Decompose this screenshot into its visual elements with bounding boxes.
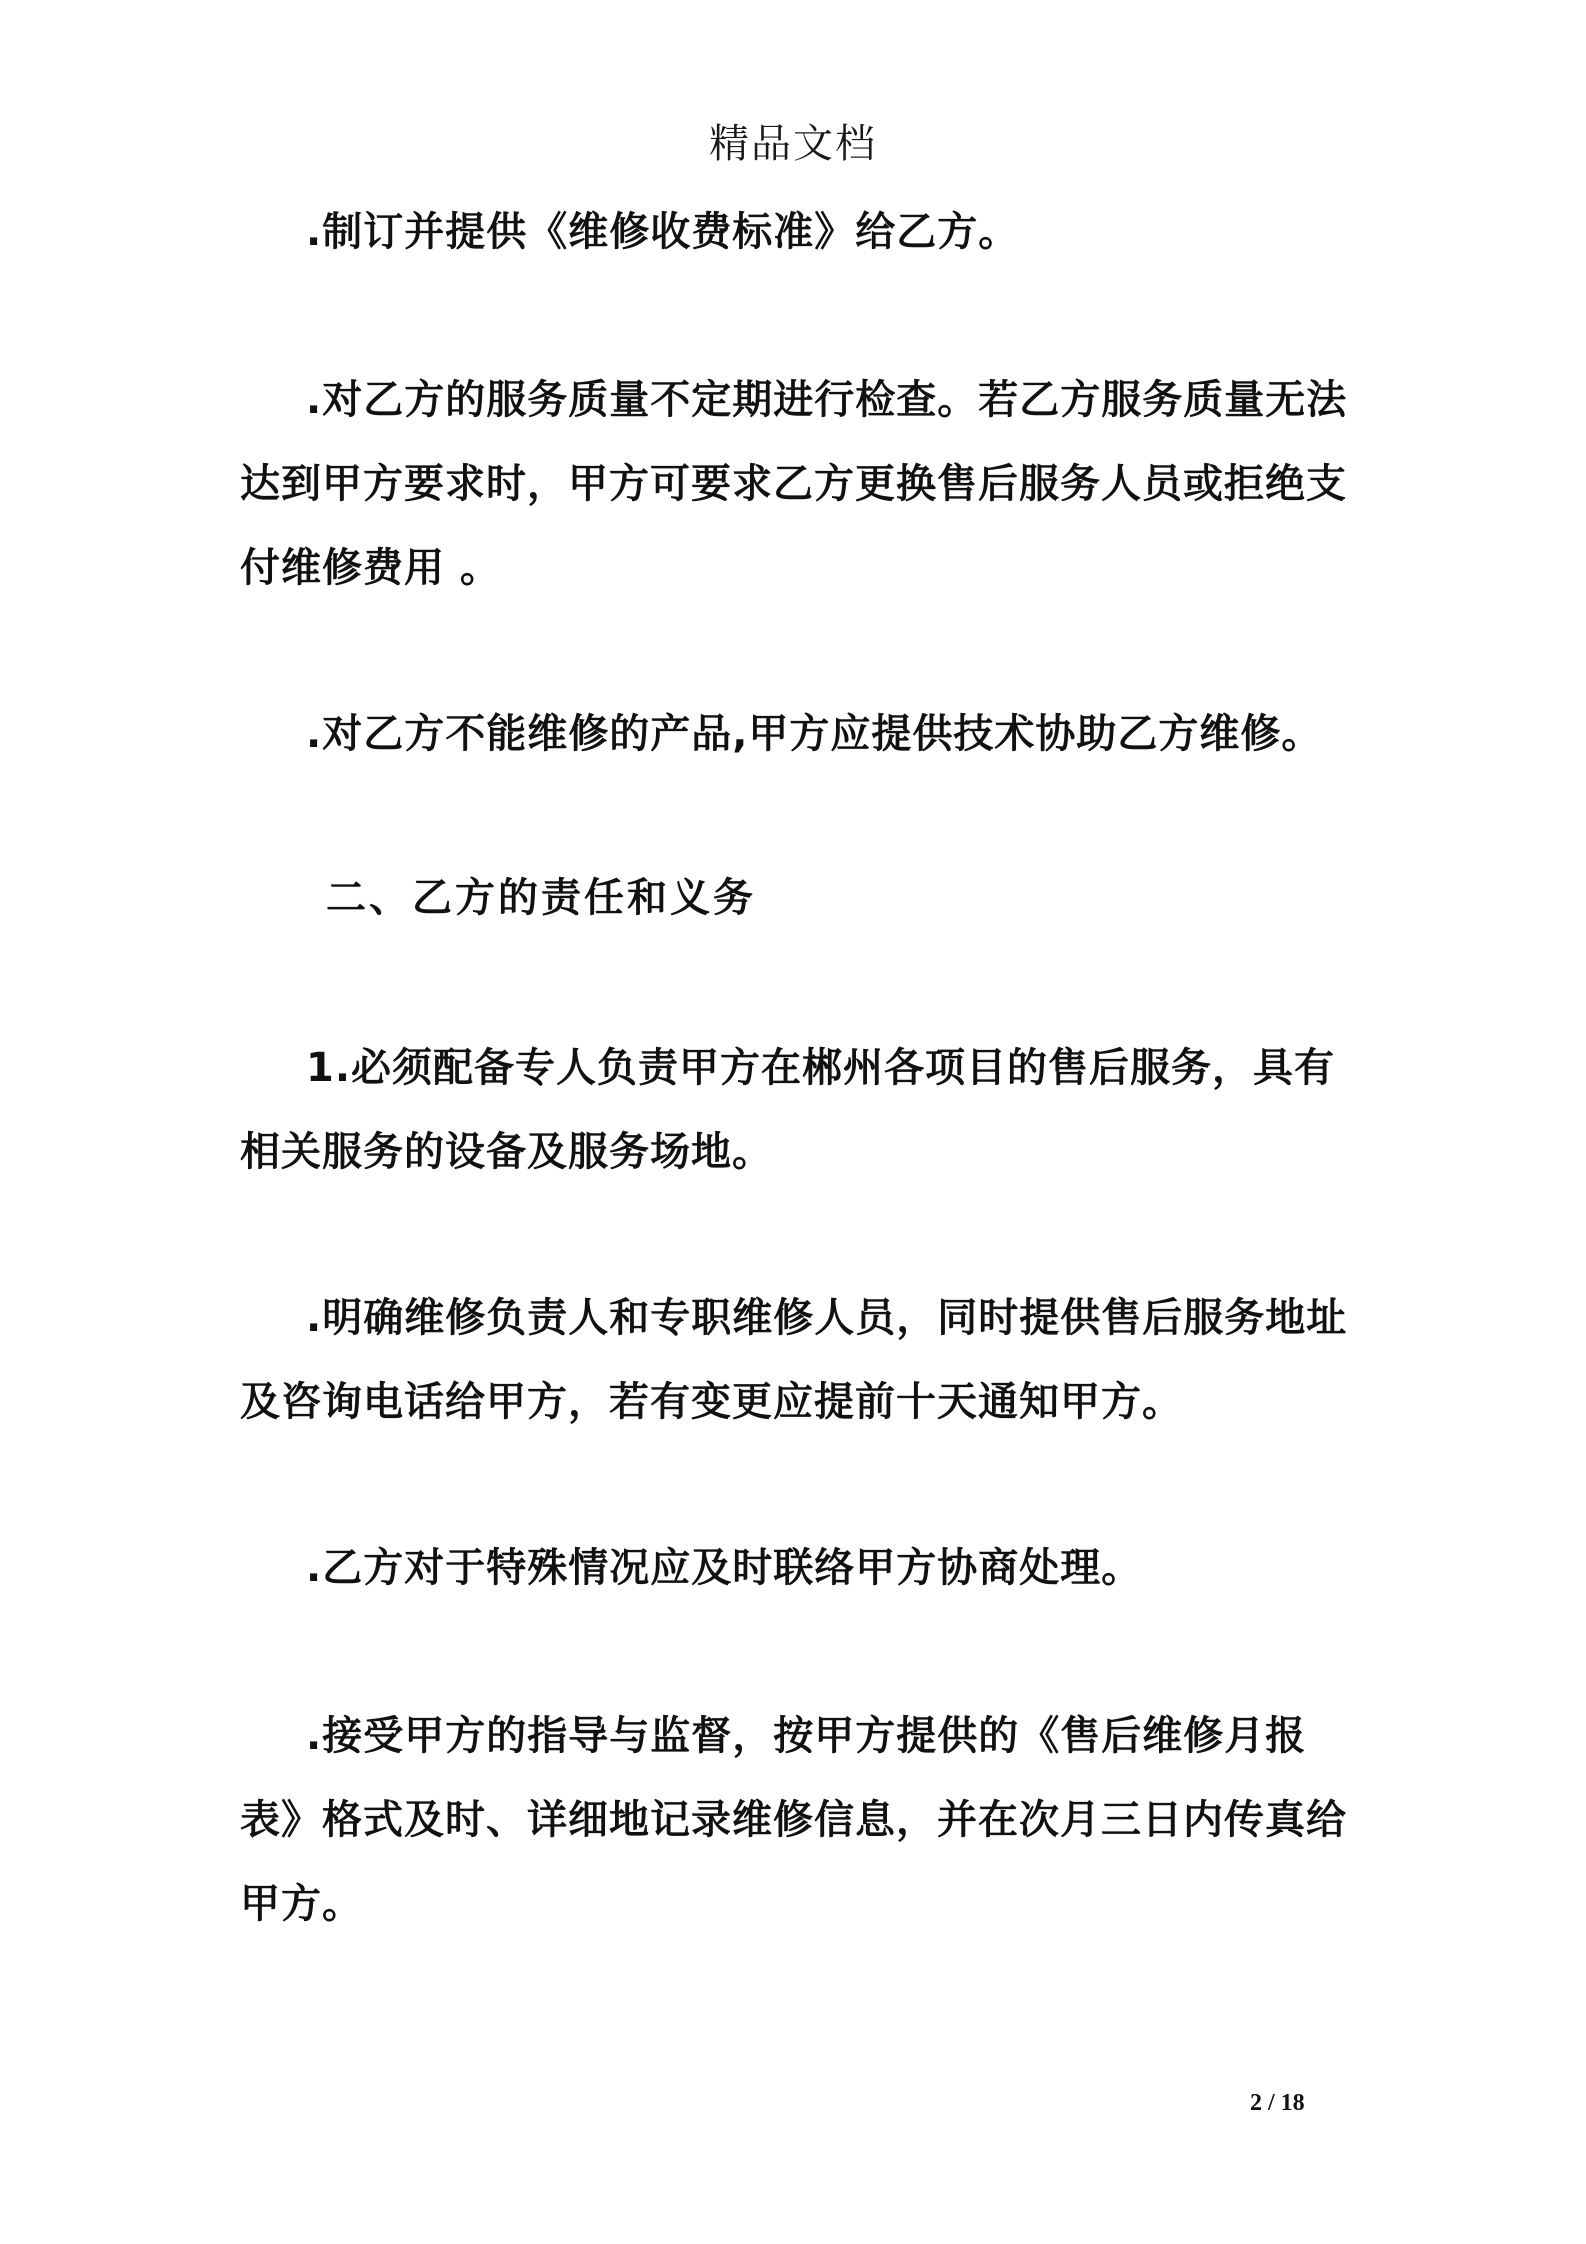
page-number: 2 / 18 [1250, 2090, 1305, 2116]
paragraph-provide-fee-standard: .制订并提供《维修收费标准》给乙方。 [306, 209, 1020, 255]
paragraph-dedicated-staff: 1.必须配备专人负责甲方在郴州各项目的售后服务，具有相关服务的设备及服务场地。 [240, 1045, 1336, 1175]
paragraph-technical-assistance: .对乙方不能维修的产品,甲方应提供技术协助乙方维修。 [306, 711, 1323, 757]
paragraph-maintenance-contacts: .明确维修负责人和专职维修人员，同时提供售后服务地址及咨询电话给甲方，若有变更应提前十天通知甲方。 [240, 1295, 1348, 1425]
section-heading: 二、乙方的责任和义务 [326, 875, 756, 921]
paragraph-monthly-report: .接受甲方的指导与监督，按甲方提供的《售后维修月报表》格式及时、详细地记录维修信息，并在次月三日内传真给甲方。 [240, 1713, 1347, 1927]
paragraph-special-situations: .乙方对于特殊情况应及时联络甲方协商处理。 [306, 1545, 1143, 1591]
document-header-title: 精品文档 [709, 121, 877, 167]
paragraph-quality-inspection: .对乙方的服务质量不定期进行检查。若乙方服务质量无法达到甲方要求时，甲方可要求乙方更换售后服务人员或拒绝支付维修费用 。 [240, 377, 1348, 591]
